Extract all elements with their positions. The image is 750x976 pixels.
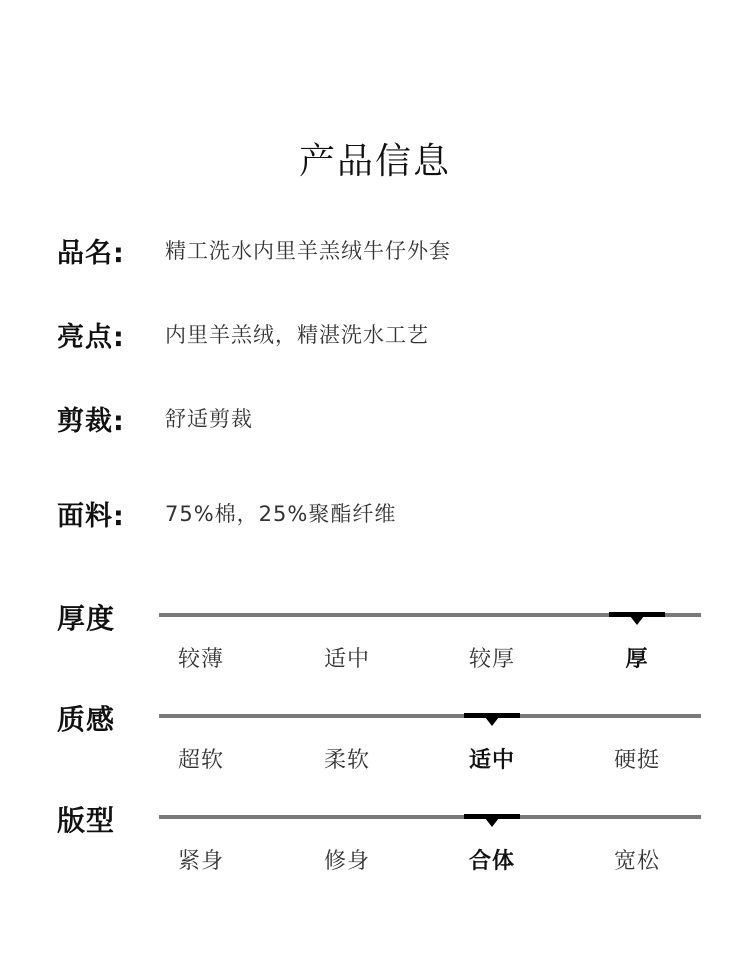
scale-option: 修身 bbox=[323, 849, 370, 874]
info-label: 剪裁: bbox=[57, 405, 125, 437]
info-value: 75%棉，25%聚酯纤维 bbox=[165, 502, 397, 526]
scale-option: 紧身 bbox=[177, 849, 224, 874]
scale-marker-texture bbox=[464, 713, 520, 718]
scale-option: 较薄 bbox=[177, 647, 224, 672]
scale-option: 较厚 bbox=[468, 647, 515, 672]
scale-track-texture bbox=[159, 714, 701, 718]
info-value: 内里羊羔绒，精湛洗水工艺 bbox=[165, 323, 429, 347]
info-row-cut bbox=[57, 398, 253, 438]
scale-option: 柔软 bbox=[323, 748, 370, 773]
info-label: 亮点: bbox=[57, 321, 125, 353]
info-value: 精工洗水内里羊羔绒牛仔外套 bbox=[165, 239, 451, 263]
info-row-fabric bbox=[57, 493, 396, 533]
scale-label-fit: 版型 bbox=[57, 804, 116, 837]
info-label: 面料: bbox=[57, 500, 125, 532]
scale-option: 适中 bbox=[468, 748, 515, 773]
info-label: 品名: bbox=[57, 237, 125, 269]
scale-label-texture: 质感 bbox=[57, 703, 116, 736]
scale-option: 适中 bbox=[323, 647, 370, 672]
scale-option: 宽松 bbox=[613, 849, 660, 874]
scale-marker-thickness bbox=[609, 612, 665, 617]
scale-label-thickness: 厚度 bbox=[57, 602, 116, 635]
info-row-highlight bbox=[57, 314, 429, 354]
info-row-name bbox=[57, 230, 451, 270]
scale-marker-fit bbox=[464, 814, 520, 819]
info-value: 舒适剪裁 bbox=[165, 407, 253, 431]
scale-option: 合体 bbox=[468, 849, 515, 874]
scale-option: 超软 bbox=[177, 748, 224, 773]
scale-option: 硬挺 bbox=[613, 748, 660, 773]
scale-track-fit bbox=[159, 815, 701, 819]
scale-option: 厚 bbox=[625, 647, 649, 672]
page-title: 产品信息 bbox=[298, 141, 451, 182]
